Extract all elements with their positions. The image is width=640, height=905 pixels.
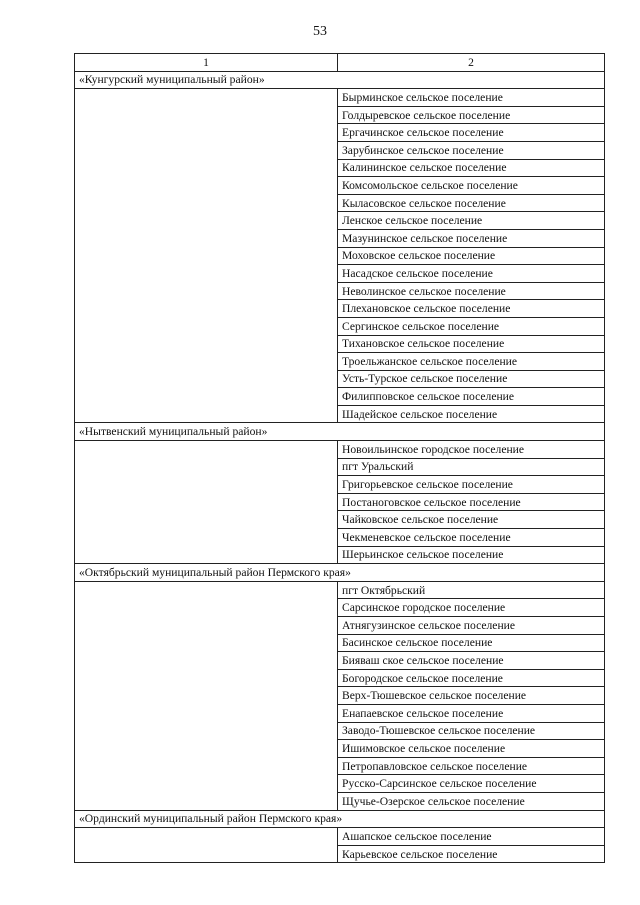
settlement-cell: Голдыревское сельское поселение (338, 106, 605, 124)
settlement-cell: Новоильинское городское поселение (338, 441, 605, 459)
district-column-cell (75, 441, 338, 564)
settlement-cell: Ергачинское сельское поселение (338, 124, 605, 142)
settlement-cell: Щучье-Озерское сельское поселение (338, 792, 605, 810)
settlement-cell: Ишимовское сельское поселение (338, 740, 605, 758)
settlement-cell: Чекменевское сельское поселение (338, 529, 605, 547)
section-header-row (75, 423, 605, 441)
settlement-cell: Григорьевское сельское поселение (338, 476, 605, 494)
settlement-cell: Постаноговское сельское поселение (338, 493, 605, 511)
settlements-table (74, 53, 605, 863)
settlement-cell: Петропавловское сельское поселение (338, 757, 605, 775)
table-row (75, 89, 605, 107)
district-column-cell (75, 89, 338, 423)
column-header-1: 1 (75, 54, 338, 72)
section-header-row (75, 71, 605, 89)
table-header-row (75, 54, 605, 72)
section-title: «Нытвенский муниципальный район» (75, 423, 605, 441)
settlement-cell: Заводо-Тюшевское сельское поселение (338, 722, 605, 740)
settlement-cell: пгт Октябрьский (338, 581, 605, 599)
settlement-cell: Карьевское сельское поселение (338, 845, 605, 863)
settlement-cell: Комсомольское сельское поселение (338, 177, 605, 195)
settlement-cell: Басинское сельское поселение (338, 634, 605, 652)
settlement-cell: Моховское сельское поселение (338, 247, 605, 265)
settlement-cell: Плехановское сельское поселение (338, 300, 605, 318)
column-header-2: 2 (338, 54, 605, 72)
settlement-cell: Ленское сельское поселение (338, 212, 605, 230)
settlement-cell: Мазунинское сельское поселение (338, 229, 605, 247)
section-header-row (75, 564, 605, 582)
settlement-cell: Сарсинское городское поселение (338, 599, 605, 617)
settlement-cell: Бырминское сельское поселение (338, 89, 605, 107)
settlement-cell: Бияваш ское сельское поселение (338, 652, 605, 670)
table-body (75, 71, 605, 863)
section-title: «Кунгурский муниципальный район» (75, 71, 605, 89)
settlement-cell: Филипповское сельское поселение (338, 388, 605, 406)
settlement-cell: Русско-Сарсинское сельское поселение (338, 775, 605, 793)
district-column-cell (75, 828, 338, 863)
settlement-cell: Чайковское сельское поселение (338, 511, 605, 529)
settlement-cell: Неволинское сельское поселение (338, 282, 605, 300)
settlement-cell: Богородское сельское поселение (338, 669, 605, 687)
settlement-cell: Насадское сельское поселение (338, 265, 605, 283)
section-header-row (75, 810, 605, 828)
settlement-cell: Верх-Тюшевское сельское поселение (338, 687, 605, 705)
settlement-cell: Сергинское сельское поселение (338, 317, 605, 335)
section-title: «Октябрьский муниципальный район Пермского края» (75, 564, 605, 582)
settlement-cell: Шерьинское сельское поселение (338, 546, 605, 564)
table-row (75, 441, 605, 459)
settlement-cell: Зарубинское сельское поселение (338, 141, 605, 159)
settlement-cell: Ашапское сельское поселение (338, 828, 605, 846)
settlement-cell: Атнягузинское сельское поселение (338, 617, 605, 635)
table-row (75, 828, 605, 846)
settlement-cell: Калининское сельское поселение (338, 159, 605, 177)
page-number: 53 (313, 24, 327, 39)
district-column-cell (75, 581, 338, 810)
table-row (75, 581, 605, 599)
settlement-cell: Енапаевское сельское поселение (338, 704, 605, 722)
settlement-cell: Кыласовское сельское поселение (338, 194, 605, 212)
settlement-cell: Тихановское сельское поселение (338, 335, 605, 353)
settlement-cell: Троельжанское сельское поселение (338, 353, 605, 371)
settlement-cell: Усть-Турское сельское поселение (338, 370, 605, 388)
settlement-cell: Шадейское сельское поселение (338, 405, 605, 423)
settlement-cell: пгт Уральский (338, 458, 605, 476)
section-title: «Ординский муниципальный район Пермского края» (75, 810, 605, 828)
